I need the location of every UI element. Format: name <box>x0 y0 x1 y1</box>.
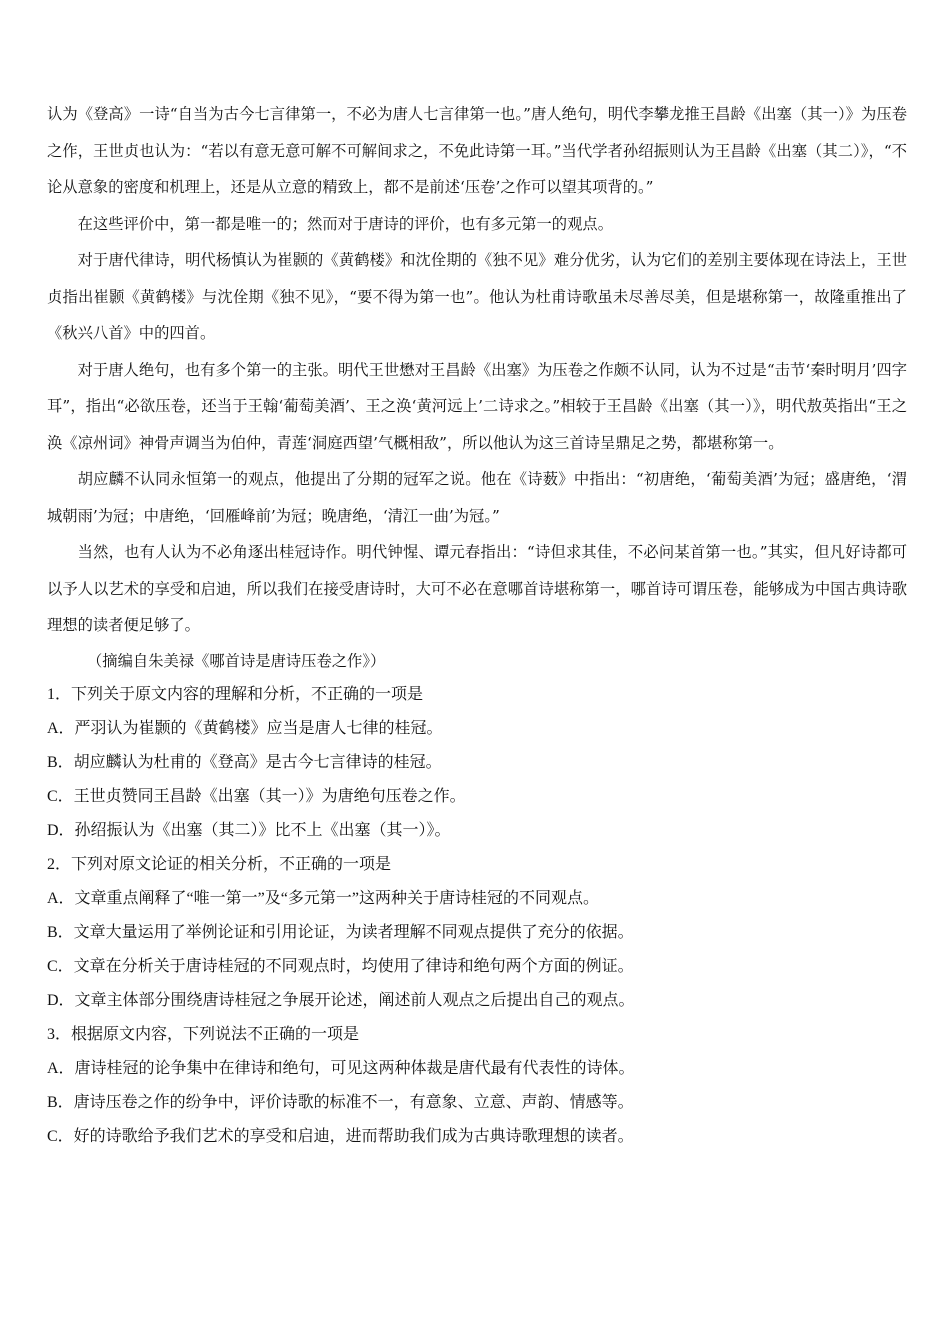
question-option: B．胡应麟认为杜甫的《登高》是古今七言律诗的桂冠。 <box>47 753 442 771</box>
question-option: A．文章重点阐释了“唯一第一”及“多元第一”这两种关于唐诗桂冠的不同观点。 <box>47 889 599 907</box>
question-2 <box>47 848 907 1018</box>
passage-paragraph-2: 在这些评价中，第一都是唯一的；然而对于唐诗的评价，也有多元第一的观点。 <box>77 214 613 233</box>
passage-source: （摘编自朱美禄《哪首诗是唐诗压卷之作》） <box>87 651 386 670</box>
question-option: D．孙绍振认为《出塞（其二）》比不上《出塞（其一）》。 <box>47 821 451 839</box>
passage-paragraph-3: 对于唐代律诗，明代杨慎认为崔颢的《黄鹤楼》和沈佺期的《独不见》难分优劣，认为它们的差别主要体现在诗法上，王世贞指出崔颢《黄鹤楼》与沈佺期《独不见》，“要不得为第一也”。他认为杜甫诗歌虽未尽善尽美，但是堪称第一，故隆重推出了《秋兴八首》中的四首。 <box>47 251 907 342</box>
question-option: D．文章主体部分围绕唐诗桂冠之争展开论述，阐述前人观点之后提出自己的观点。 <box>47 991 635 1009</box>
question-option: A．唐诗桂冠的论争集中在律诗和绝句，可见这两种体裁是唐代最有代表性的诗体。 <box>47 1059 635 1077</box>
passage-paragraph-5: 胡应麟不认同永恒第一的观点，他提出了分期的冠军之说。他在《诗薮》中指出：“初唐绝，‘葡萄美酒’为冠；盛唐绝，‘渭城朝雨’为冠；中唐绝，‘回雁峰前’为冠；晚唐绝，‘清江一曲’为冠。” <box>47 470 907 525</box>
question-stem: 2．下列对原文论证的相关分析，不正确的一项是 <box>47 855 392 873</box>
passage-paragraph-4: 对于唐人绝句，也有多个第一的主张。明代王世懋对王昌龄《出塞》为压卷之作颇不认同，认为不过是“击节‘秦时明月’四字耳”，指出“必欲压卷，还当于王翰‘葡萄美酒’、王之涣‘黄河远上’二诗求之。”相较于王昌龄《出塞（其一）》，明代敖英指出“王之涣《凉州词》神骨声调当为伯仲，青莲‘洞庭西望’气概相敌”，所以他认为这三首诗呈鼎足之势，都堪称第一。 <box>47 360 907 452</box>
question-option: B．唐诗压卷之作的纷争中，评价诗歌的标准不一，有意象、立意、声韵、情感等。 <box>47 1093 634 1111</box>
question-option: C．好的诗歌给予我们艺术的享受和启迪，进而帮助我们成为古典诗歌理想的读者。 <box>47 1127 634 1145</box>
question-1 <box>47 678 907 848</box>
reading-passage <box>47 96 907 644</box>
passage-paragraph-6: 当然，也有人认为不必角逐出桂冠诗作。明代钟惺、谭元春指出：“诗但求其佳，不必问某首第一也。”其实，但凡好诗都可以予人以艺术的享受和启迪，所以我们在接受唐诗时，大可不必在意哪首诗堪称第一，哪首诗可谓压卷，能够成为中国古典诗歌理想的读者便足够了。 <box>47 543 907 634</box>
question-list <box>47 678 907 1154</box>
passage-paragraph-1: 认为《登高》一诗“自当为古今七言律第一，不必为唐人七言律第一也。”唐人绝句，明代李攀龙推王昌龄《出塞（其一）》为压卷之作，王世贞也认为：“若以有意无意可解不可解间求之，不免此诗第一耳。”当代学者孙绍振则认为王昌龄《出塞（其二）》，“不论从意象的密度和机理上，还是从立意的精致上，都不是前述‘压卷’之作可以望其项背的。” <box>47 105 907 196</box>
question-option: C．王世贞赞同王昌龄《出塞（其一）》为唐绝句压卷之作。 <box>47 787 466 805</box>
question-option: A．严羽认为崔颢的《黄鹤楼》应当是唐人七律的桂冠。 <box>47 719 443 737</box>
question-stem: 3．根据原文内容，下列说法不正确的一项是 <box>47 1025 360 1043</box>
document-page <box>47 96 907 1154</box>
question-stem: 1．下列关于原文内容的理解和分析，不正确的一项是 <box>47 685 424 703</box>
question-3 <box>47 1018 907 1154</box>
question-option: C．文章在分析关于唐诗桂冠的不同观点时，均使用了律诗和绝句两个方面的例证。 <box>47 957 634 975</box>
question-option: B．文章大量运用了举例论证和引用论证，为读者理解不同观点提供了充分的依据。 <box>47 923 634 941</box>
